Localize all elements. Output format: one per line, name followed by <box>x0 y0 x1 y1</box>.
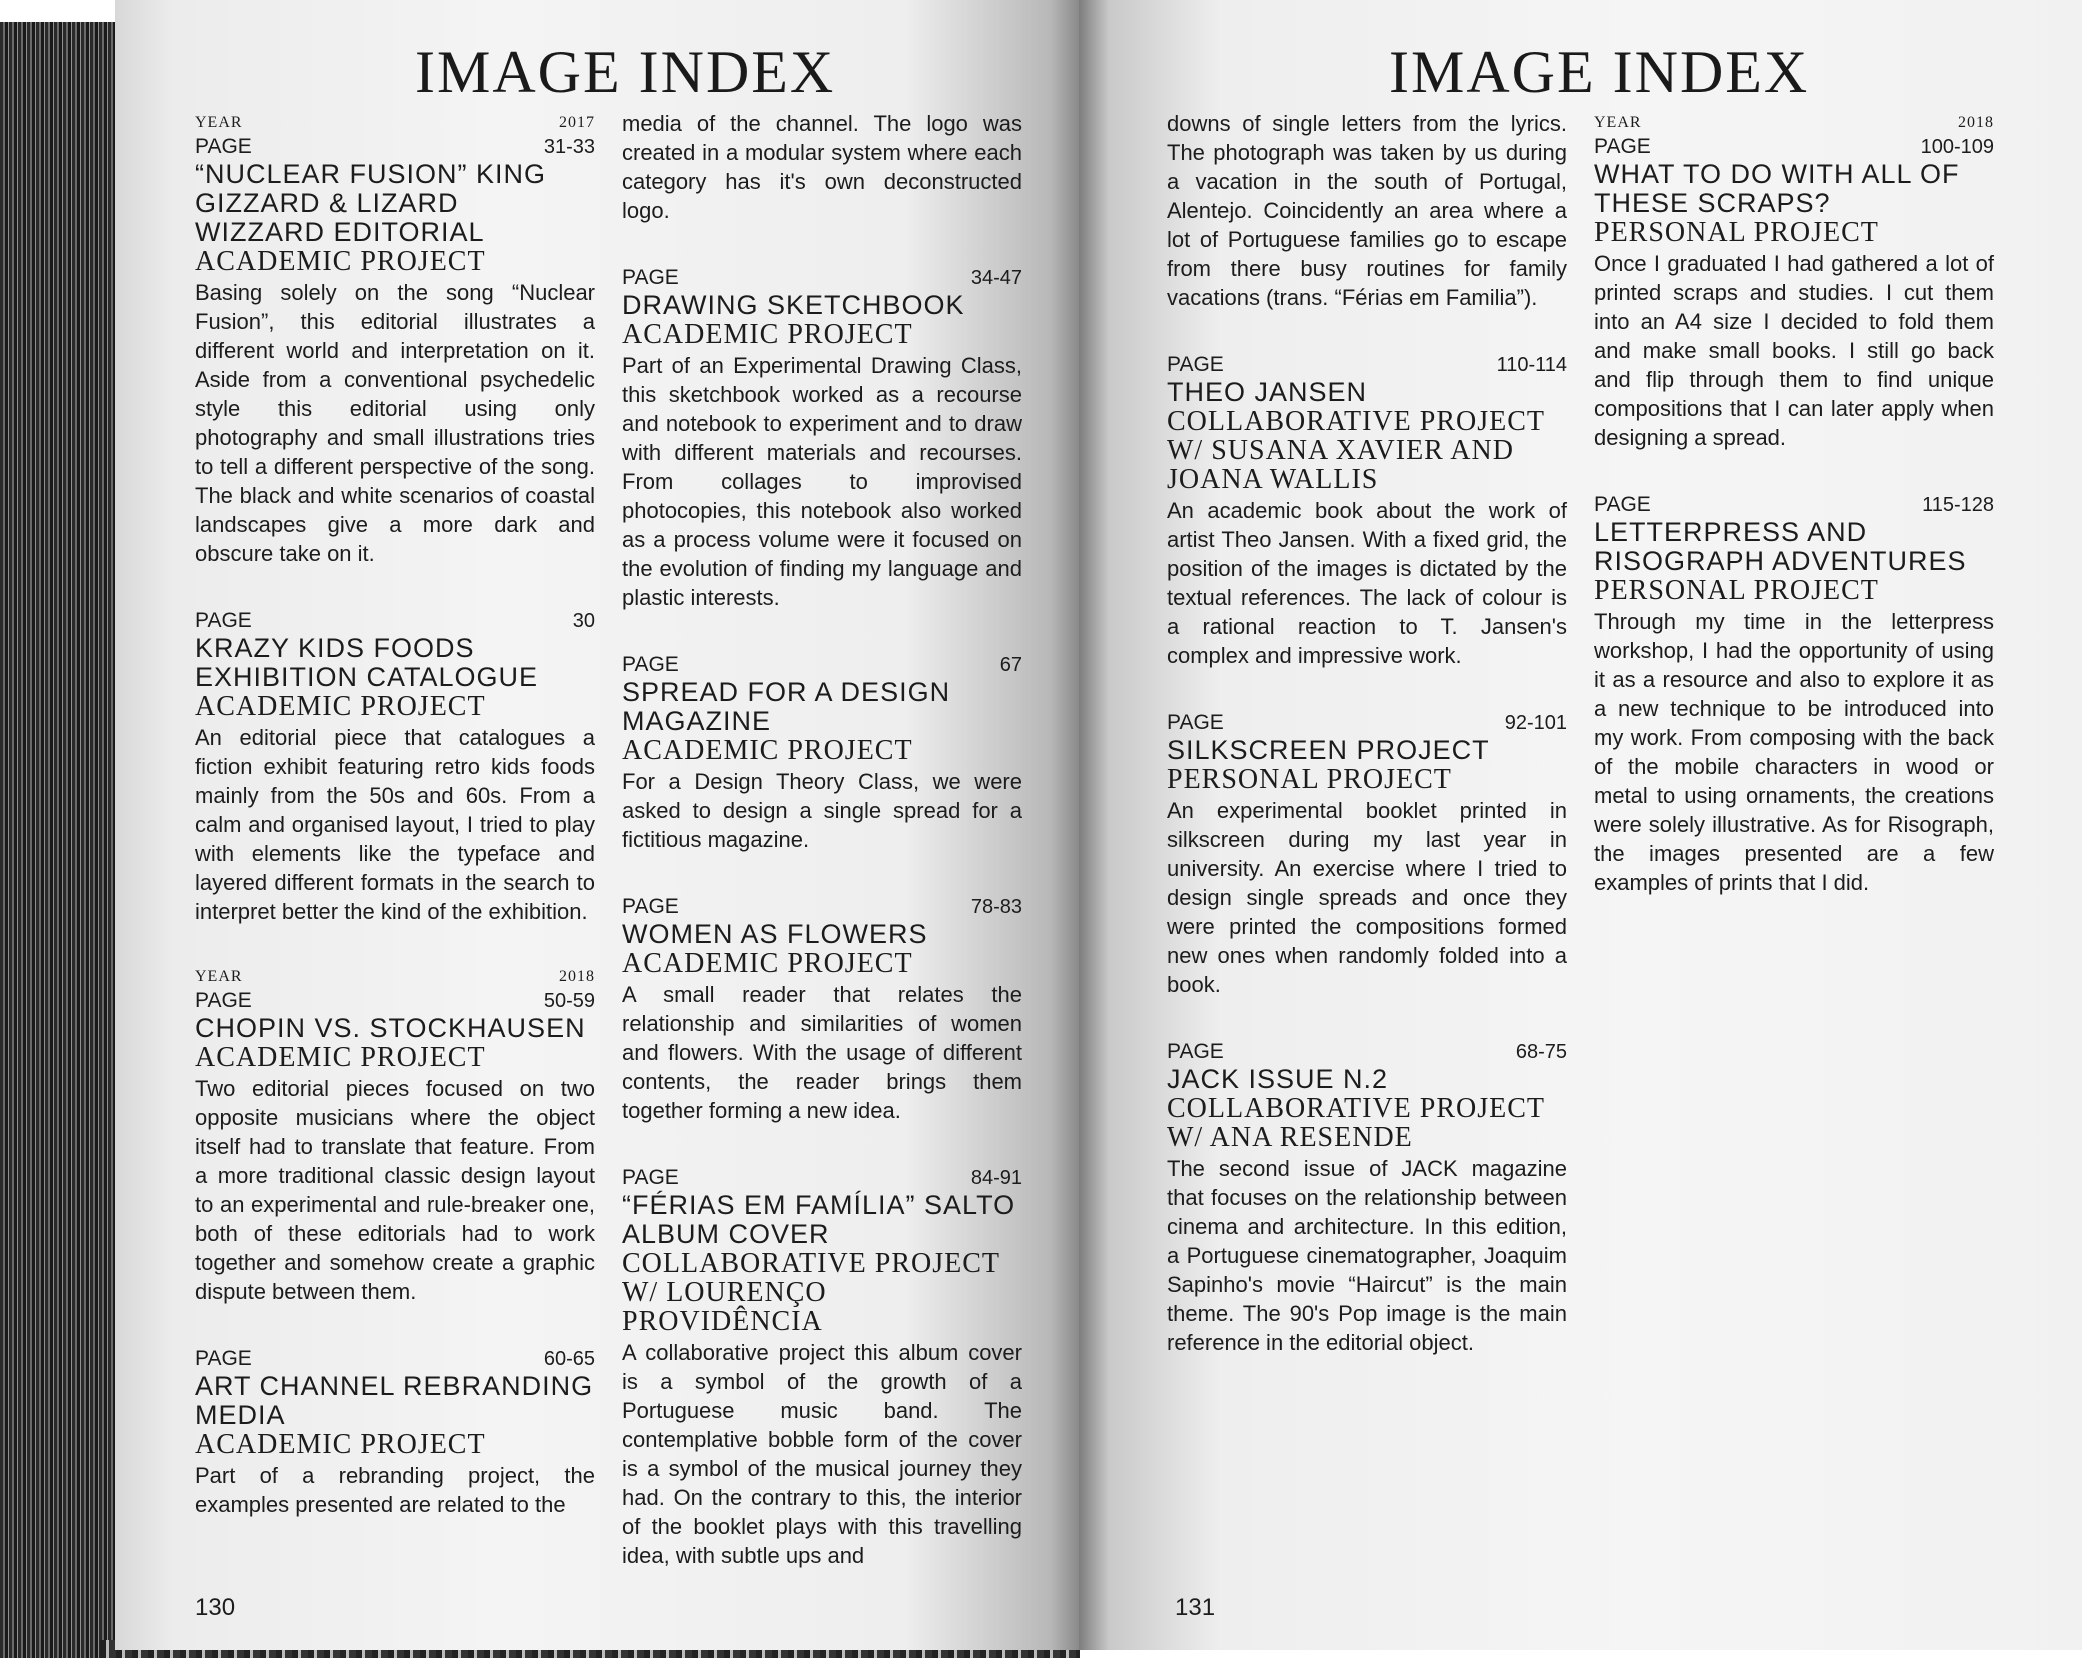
page-range: 68-75 <box>1515 1041 1567 1063</box>
entry-subtitle: ACADEMIC PROJECT <box>195 1042 486 1073</box>
page-label: PAGE <box>622 653 679 676</box>
left-page <box>115 0 1079 1650</box>
page-row <box>1594 134 1994 160</box>
entry-title: WHAT TO DO WITH ALL OF THESE SCRAPS? <box>1594 159 1960 218</box>
entry-title: SPREAD FOR A DESIGN MAGAZINE <box>622 677 951 736</box>
entry-title: JACK ISSUE N.2 <box>1167 1064 1389 1094</box>
year-value: 2018 <box>559 968 595 985</box>
year-row <box>195 966 595 988</box>
page-range: 110-114 <box>1496 354 1567 376</box>
entry-subtitle: ACADEMIC PROJECT <box>622 319 913 350</box>
page-range: 78-83 <box>970 896 1022 918</box>
page-row <box>195 1346 595 1372</box>
entry-title: WOMEN AS FLOWERS <box>622 919 928 949</box>
page-number: 131 <box>1175 1594 1216 1621</box>
page-row <box>622 652 1022 678</box>
index-entry <box>622 894 1022 1125</box>
entry-description: Basing solely on the song “Nuclear Fusion”, this editorial illustrates a different world and interpretation on it. Aside from a conventional psychedelic style this editorial using only photography and small illustrations tries to tell a different perspective of the song. The black and white scenarios of coastal landscapes give a more dark and obscure take on it. <box>195 280 595 566</box>
page-row <box>1167 352 1567 378</box>
left-column-1 <box>195 112 595 1559</box>
page-label: PAGE <box>195 135 252 158</box>
entry-description: An editorial piece that catalogues a fiction exhibit featuring retro kids foods mainly from the 50s and 60s. From a calm and organised layout, I tried to play with elements like the typeface and layered different formats in the search to interpret better the kind of the exhibition. <box>195 725 595 924</box>
entry-subtitle: COLLABORATIVE PROJECT W/ LOURENÇO PROVIDÊNCIA <box>622 1248 1000 1337</box>
entry-title: “NUCLEAR FUSION” KING GIZZARD & LIZARD WIZZARD EDITORIAL <box>195 159 547 247</box>
page-row <box>622 265 1022 291</box>
index-entry <box>1167 352 1567 670</box>
entry-description: A collaborative project this album cover is a symbol of the growth of a Portuguese music band. The contemplative bobble form of the cover is a symbol of the musical journey they had. On the contrary to this, the interior of the booklet plays with this travelling idea, with subtle ups and <box>622 1340 1022 1568</box>
year-label: YEAR <box>1594 114 1642 131</box>
index-entry <box>195 112 595 568</box>
page-row <box>622 894 1022 920</box>
page-range: 84-91 <box>970 1167 1022 1189</box>
page-number: 130 <box>195 1594 236 1621</box>
page-label: PAGE <box>195 1347 252 1370</box>
page-range: 60-65 <box>543 1348 595 1370</box>
entry-subtitle: PERSONAL PROJECT <box>1594 217 1879 248</box>
page-label: PAGE <box>1167 711 1224 734</box>
page-row <box>195 134 595 160</box>
book-page-edges <box>0 22 120 1658</box>
index-entry <box>622 1165 1022 1570</box>
entry-description: For a Design Theory Class, we were asked to design a single spread for a fictitious magazine. <box>622 769 1022 852</box>
page-range: 67 <box>999 654 1022 676</box>
right-column-1 <box>1167 112 1567 1397</box>
page-label: PAGE <box>1594 135 1651 158</box>
entry-title: ART CHANNEL REBRANDING MEDIA <box>195 1371 594 1430</box>
page-label: PAGE <box>1167 353 1224 376</box>
continued-text: downs of single letters from the lyrics. The photograph was taken by us during a vacation in the south of Portugal, Alentejo. Coincidently an area where a lot of Portuguese families go to escape from there busy routines for family vacations (trans. “Férias em Familia”). <box>1167 111 1567 310</box>
index-entry <box>1594 112 1994 452</box>
page-row <box>195 988 595 1014</box>
page-range: 30 <box>572 610 595 632</box>
entry-subtitle: PERSONAL PROJECT <box>1167 764 1452 795</box>
entry-description: An academic book about the work of artist Theo Jansen. With a fixed grid, the position of the images is dictated by the textual references. The lack of colour is a rational reaction to T. Jansen's complex and impressive work. <box>1167 498 1567 668</box>
entry-description: Once I graduated I had gathered a lot of printed scraps and studies. I cut them into an A4 size I decided to fold them and make small books. I still go back and flip through them to find unique compositions that I can later apply when designing a spread. <box>1594 251 1994 450</box>
entry-description: Through my time in the letterpress workshop, I had the opportunity of using it as a resource and also to explore it as a new technique to be introduced into my work. From composing with the back of the mobile characters in wood or metal to using ornaments, the creations were solely illustrative. As for Risograph, the images presented are a few examples of prints that I did. <box>1594 609 1994 895</box>
index-entry <box>195 608 595 926</box>
page-row <box>1167 710 1567 736</box>
index-entry <box>195 966 595 1306</box>
entry-description: Two editorial pieces focused on two opposite musicians where the object itself had to translate that feature. From a more traditional classic design layout to an experimental and rule-breaker one, both of these editorials had to work together and somehow create a graphic dispute between them. <box>195 1076 595 1304</box>
page-label: PAGE <box>1167 1040 1224 1063</box>
year-value: 2018 <box>1958 114 1994 131</box>
page-row <box>1167 1039 1567 1065</box>
page-row <box>1594 492 1994 518</box>
right-page <box>1079 0 2082 1650</box>
page-range: 115-128 <box>1922 494 1994 516</box>
entry-title: CHOPIN VS. STOCKHAUSEN <box>195 1013 586 1043</box>
entry-subtitle: PERSONAL PROJECT <box>1594 575 1879 606</box>
entry-title: THEO JANSEN <box>1167 377 1368 407</box>
page-range: 100-109 <box>1920 136 1994 158</box>
page-row <box>195 608 595 634</box>
entry-description: An experimental booklet printed in silkscreen during my last year in university. An exercise where I tried to design single spreads and once they were printed the compositions formed new ones when randomly folded into a book. <box>1167 798 1567 997</box>
right-page-title: IMAGE INDEX <box>1389 39 1810 105</box>
entry-description: A small reader that relates the relationship and similarities of women and flowers. With the usage of different contents, the reader brings them together forming a new idea. <box>622 982 1022 1123</box>
entry-subtitle: ACADEMIC PROJECT <box>195 246 486 277</box>
left-page-title: IMAGE INDEX <box>415 39 836 105</box>
year-label: YEAR <box>195 968 243 985</box>
entry-title: SILKSCREEN PROJECT <box>1167 735 1490 765</box>
page-label: PAGE <box>622 266 679 289</box>
entry-description: Part of a rebranding project, the examples presented are related to the <box>195 1463 595 1517</box>
entry-title: “FÉRIAS EM FAMÍLIA” SALTO ALBUM COVER <box>622 1190 1016 1249</box>
page-range: 34-47 <box>970 267 1022 289</box>
entry-subtitle: ACADEMIC PROJECT <box>622 735 913 766</box>
right-column-2 <box>1594 112 1994 937</box>
year-row <box>195 112 595 134</box>
left-column-2 <box>622 112 1022 1610</box>
index-entry <box>1167 710 1567 999</box>
index-entry <box>622 265 1022 612</box>
page-label: PAGE <box>1594 493 1651 516</box>
index-entry <box>622 652 1022 854</box>
entry-title: KRAZY KIDS FOODS EXHIBITION CATALOGUE <box>195 633 539 692</box>
entry-subtitle: ACADEMIC PROJECT <box>195 691 486 722</box>
page-label: PAGE <box>195 609 252 632</box>
year-value: 2017 <box>559 114 595 131</box>
continued-text: media of the channel. The logo was created in a modular system where each category has it's own deconstructed logo. <box>622 111 1022 223</box>
page-label: PAGE <box>622 1166 679 1189</box>
page-range: 31-33 <box>543 136 595 158</box>
entry-subtitle: COLLABORATIVE PROJECT W/ ANA RESENDE <box>1167 1093 1545 1153</box>
year-label: YEAR <box>195 114 243 131</box>
entry-description: The second issue of JACK magazine that focuses on the relationship between cinema and architecture. In this edition, a Portuguese cinematographer, Joaquim Sapinho's movie “Haircut” is the main theme. The 90's Pop image is the main reference in the editorial object. <box>1167 1156 1567 1355</box>
page-range: 50-59 <box>543 990 595 1012</box>
page-row <box>622 1165 1022 1191</box>
page-label: PAGE <box>195 989 252 1012</box>
entry-description: Part of an Experimental Drawing Class, this sketchbook worked as a recourse and notebook to experiment and to draw with different materials and recourses. From collages to improvised photocopies, this notebook also worked as a process volume were it focused on the evolution of finding my language and plastic interests. <box>622 353 1022 610</box>
year-row <box>1594 112 1994 134</box>
entry-subtitle: ACADEMIC PROJECT <box>195 1429 486 1460</box>
page-label: PAGE <box>622 895 679 918</box>
entry-title: DRAWING SKETCHBOOK <box>622 290 965 320</box>
entry-title: LETTERPRESS AND RISOGRAPH ADVENTURES <box>1594 517 1967 576</box>
entry-subtitle: ACADEMIC PROJECT <box>622 948 913 979</box>
index-entry <box>1594 492 1994 897</box>
index-entry <box>1167 1039 1567 1357</box>
index-entry <box>195 1346 595 1519</box>
page-range: 92-101 <box>1504 712 1567 734</box>
entry-subtitle: COLLABORATIVE PROJECT W/ SUSANA XAVIER AND JOANA WALLIS <box>1167 406 1545 495</box>
